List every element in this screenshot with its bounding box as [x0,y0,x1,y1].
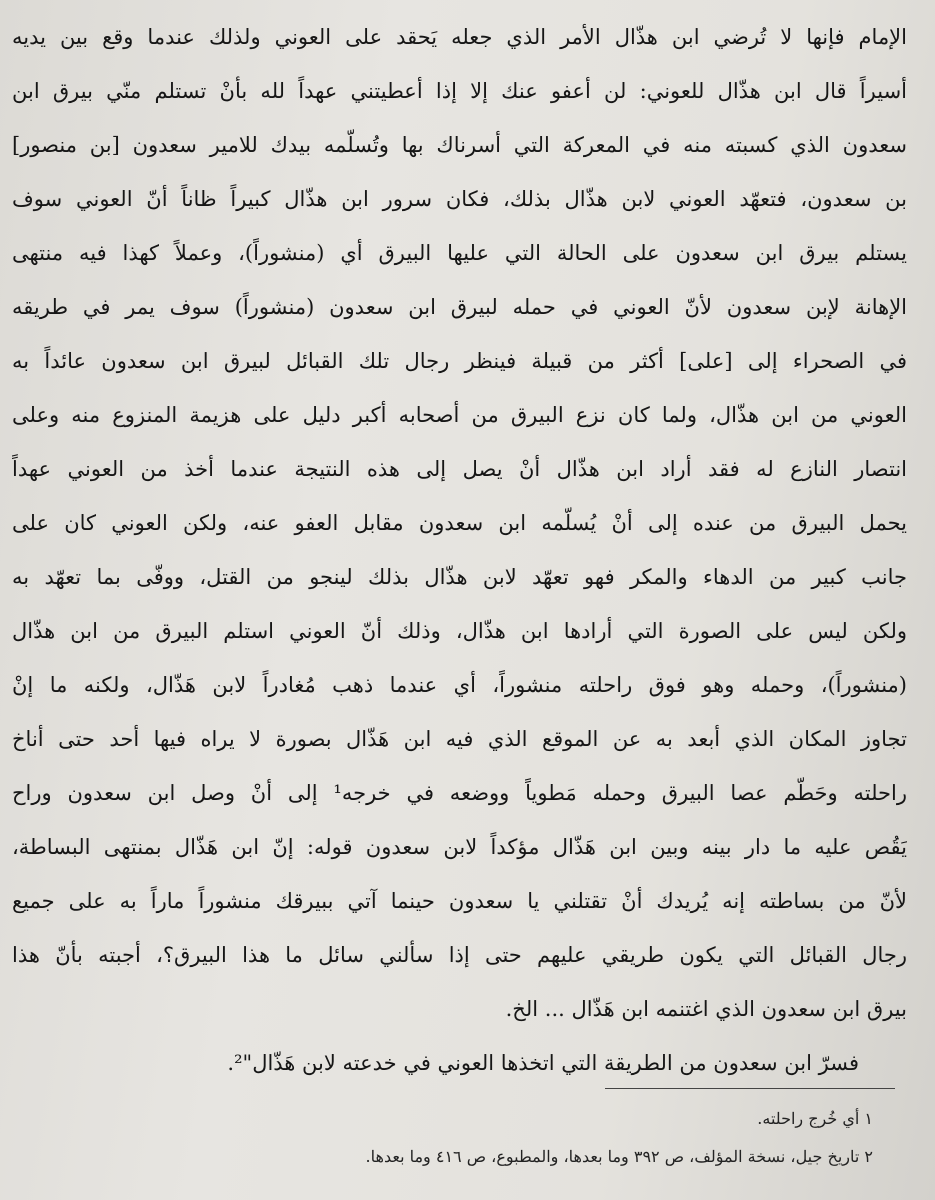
text-line: الإمام فإنها لا تُرضي ابن هذّال الأمر الذي جعله يَحقد على العوني ولذلك عندما وقع بين يديه [12,25,907,49]
text-line: أسيراً قال ابن هذّال للعوني: لن أعفو عنك إلا إذا أعطيتني عهداً لله بأنْ تستلم منّي بيرق ابن [12,79,907,103]
body-text [12,10,907,1090]
footnote-divider [605,1088,895,1089]
text-line: (منشوراً)، وحمله وهو فوق راحلته منشوراً، أي عندما ذهب مُغادراً لابن هَذّال، ولكنه ما إنْ [12,673,907,697]
text-line: راحلته وحَطّم عصا البيرق وحمله مَطوياً ووضعه في خرجه¹ إلى أنْ وصل ابن سعدون وراح [12,781,907,805]
footnote-1: ١ أي خُرج راحلته. [757,1109,873,1128]
footnotes [12,1100,873,1176]
text-line: العوني من ابن هذّال، ولما كان نزع البيرق من أصحابه أكبر دليل على هزيمة المنزوع منه وعلى [12,403,907,427]
text-line: تجاوز المكان الذي أبعد به عن الموقع الذي فيه ابن هَذّال بصورة لا يراه فيها أحد حتى أناخ [12,727,907,751]
text-line: يحمل البيرق من عنده إلى أنْ يُسلّمه ابن سعدون مقابل العفو عنه، ولكن العوني كان على [12,511,907,535]
text-line: بيرق ابن سعدون الذي اغتنمه ابن هَذّال ... الخ. [505,997,907,1021]
text-line: ولكن ليس على الصورة التي أرادها ابن هذّال، وذلك أنّ العوني استلم البيرق من ابن هذّال [12,619,907,643]
text-line: بن سعدون، فتعهّد العوني لابن هذّال بذلك، فكان سرور ابن هذّال كبيراً ظاناً أنّ العوني سوف [12,187,907,211]
text-line: الإهانة لإبن سعدون لأنّ العوني في حمله لبيرق ابن سعدون (منشوراً) سوف يمر في طريقه [12,295,907,319]
text-line: رجال القبائل التي يكون طريقي عليهم حتى إذا سألني سائل ما هذا البيرق؟، أجبته بأنّ هذا [12,943,907,967]
text-line: انتصار النازع له فقد أراد ابن هذّال أنْ يصل إلى هذه النتيجة عندما أخذ من العوني عهداً [12,457,907,481]
text-line: يَقُص عليه ما دار بينه وبين ابن هَذّال مؤكداً لابن سعدون قوله: إنّ ابن هَذّال بمنتهى البساطة، [12,835,907,859]
text-line: في الصحراء إلى [على] أكثر من قبيلة فينظر رجال تلك القبائل لبيرق ابن سعدون عائداً به [12,349,907,373]
text-line: جانب كبير من الدهاء والمكر فهو تعهّد لابن هذّال بذلك لينجو من القتل، ووفّى بما تعهّد به [12,565,907,589]
footnote-2: ٢ تاريخ جيل، نسخة المؤلف، ص ٣٩٢ وما بعدها، والمطبوع، ص ٤١٦ وما بعدها. [365,1147,873,1166]
text-line: يستلم بيرق ابن سعدون على الحالة التي عليها البيرق أي (منشوراً)، وعملاً كهذا فيه منتهى [12,241,907,265]
text-line: سعدون الذي كسبته منه في المعركة التي أسرناك بها وتُسلّمه بيدك للامير سعدون [بن منصور] [12,133,907,157]
closing-paragraph: فسرّ ابن سعدون من الطريقة التي اتخذها العوني في خدعته لابن هَذّال"². [227,1051,859,1075]
text-line: لأنّ من بساطته إنه يُريدك أنْ تقتلني يا سعدون حينما آتي ببيرقك منشوراً ماراً به على جميع [12,889,907,913]
